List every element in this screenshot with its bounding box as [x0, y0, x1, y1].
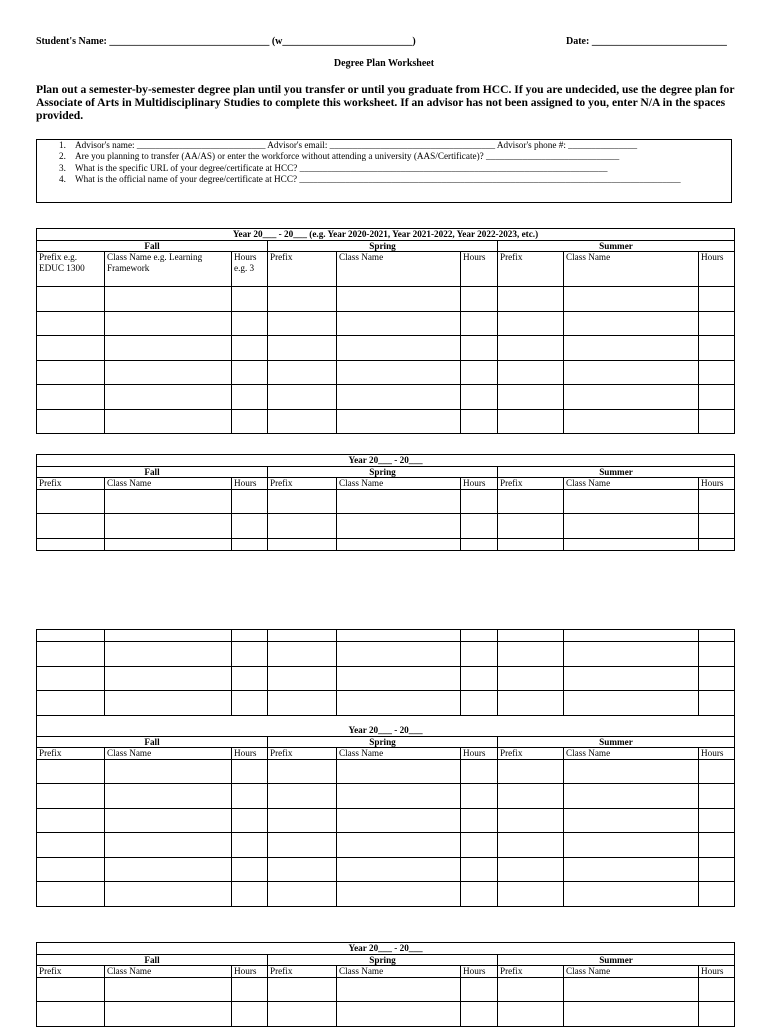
table-row[interactable]	[37, 808, 735, 833]
table-row[interactable]	[37, 336, 735, 361]
season-summer: Summer	[498, 240, 735, 252]
col-class: Class Name	[337, 966, 461, 978]
table-row[interactable]	[37, 360, 735, 385]
col-prefix: Prefix	[268, 478, 337, 490]
col-hours: Hours	[461, 478, 498, 490]
table-row[interactable]	[37, 666, 735, 691]
table-row[interactable]	[37, 514, 735, 539]
table-row[interactable]	[37, 882, 735, 907]
year-title: Year 20___ - 20___	[37, 715, 735, 736]
col-prefix: Prefix	[498, 748, 564, 760]
col-hours: Hours	[699, 748, 735, 760]
col-hours: Hours	[232, 478, 268, 490]
table-row[interactable]	[37, 784, 735, 809]
table-row[interactable]	[37, 409, 735, 434]
semester-table-year-1	[36, 228, 735, 434]
col-class: Class Name	[564, 478, 699, 490]
col-class: Class Name	[105, 966, 232, 978]
table-row[interactable]	[37, 630, 735, 642]
table-row[interactable]	[37, 833, 735, 858]
col-hours: Hours	[699, 252, 735, 287]
table-row[interactable]	[37, 759, 735, 784]
col-prefix: Prefix	[498, 252, 564, 287]
page-title: Degree Plan Worksheet	[333, 58, 435, 69]
season-fall: Fall	[37, 240, 268, 252]
season-fall: Fall	[37, 466, 268, 478]
table-row[interactable]	[37, 857, 735, 882]
question-4[interactable]: 4. What is the official name of your degree/certificate at HCC? ___________________________________________________________________________________	[59, 174, 681, 185]
col-prefix: Prefix	[498, 966, 564, 978]
col-prefix: Prefix	[37, 748, 105, 760]
table-row[interactable]	[37, 691, 735, 716]
table-row[interactable]	[37, 977, 735, 1002]
season-summer: Summer	[498, 466, 735, 478]
semester-table-year-2	[36, 454, 735, 551]
col-prefix-example: Prefix e.g. EDUC 1300	[37, 252, 105, 287]
col-prefix: Prefix	[268, 748, 337, 760]
season-spring: Spring	[268, 954, 498, 966]
col-hours: Hours	[232, 748, 268, 760]
question-2[interactable]: 2. Are you planning to transfer (AA/AS) or enter the workforce without attending a university (AAS/Certificate)? _____________________________	[59, 151, 620, 162]
table-row[interactable]	[37, 642, 735, 667]
semester-table-year-2-continued	[36, 629, 735, 907]
col-class: Class Name	[337, 478, 461, 490]
date-field[interactable]: Date: ___________________________	[566, 36, 727, 47]
table-row[interactable]	[37, 489, 735, 514]
col-hours: Hours	[461, 748, 498, 760]
col-class: Class Name	[564, 252, 699, 287]
season-fall: Fall	[37, 736, 268, 748]
col-prefix: Prefix	[268, 252, 337, 287]
col-class: Class Name	[564, 966, 699, 978]
col-class: Class Name	[105, 748, 232, 760]
student-name-field[interactable]: Student's Name: ________________________________ (w__________________________)	[36, 36, 416, 47]
col-class: Class Name	[564, 748, 699, 760]
year-title: Year 20___ - 20___	[37, 455, 735, 467]
col-hours: Hours	[461, 252, 498, 287]
col-prefix: Prefix	[37, 966, 105, 978]
semester-table-year-4	[36, 942, 735, 1027]
question-list	[37, 140, 731, 186]
season-summer: Summer	[498, 736, 735, 748]
col-hours: Hours	[699, 478, 735, 490]
instructions: Plan out a semester-by-semester degree plan until you transfer or until you graduate from HCC. If you are undecided, use the degree plan for Associate of Arts in Multidisciplinary Studies to complete this worksheet. If an advisor has not been assigned to you, enter N/A in the spaces provided.	[36, 83, 735, 122]
questions-box	[36, 139, 732, 203]
col-hours-example: Hours e.g. 3	[232, 252, 268, 287]
year-title: Year 20___ - 20___	[37, 943, 735, 955]
col-prefix: Prefix	[498, 478, 564, 490]
season-spring: Spring	[268, 466, 498, 478]
table-row[interactable]	[37, 287, 735, 312]
col-hours: Hours	[461, 966, 498, 978]
col-prefix: Prefix	[268, 966, 337, 978]
year-title: Year 20___ - 20___ (e.g. Year 2020-2021, Year 2021-2022, Year 2022-2023, etc.)	[37, 229, 735, 241]
table-row[interactable]	[37, 1002, 735, 1027]
col-class-example: Class Name e.g. Learning Framework	[105, 252, 232, 287]
season-fall: Fall	[37, 954, 268, 966]
question-3[interactable]: 3. What is the specific URL of your degree/certificate at HCC? ___________________________________________________________________	[59, 162, 608, 173]
col-class: Class Name	[337, 748, 461, 760]
col-prefix: Prefix	[37, 478, 105, 490]
col-hours: Hours	[699, 966, 735, 978]
question-1[interactable]: 1. Advisor's name: ____________________________ Advisor's email: ____________________________________ Advisor's phone #: _______________	[59, 140, 638, 150]
col-class: Class Name	[337, 252, 461, 287]
table-row[interactable]	[37, 538, 735, 550]
season-spring: Spring	[268, 240, 498, 252]
col-hours: Hours	[232, 966, 268, 978]
season-spring: Spring	[268, 736, 498, 748]
table-row[interactable]	[37, 311, 735, 336]
table-row[interactable]	[37, 385, 735, 410]
col-class: Class Name	[105, 478, 232, 490]
season-summer: Summer	[498, 954, 735, 966]
